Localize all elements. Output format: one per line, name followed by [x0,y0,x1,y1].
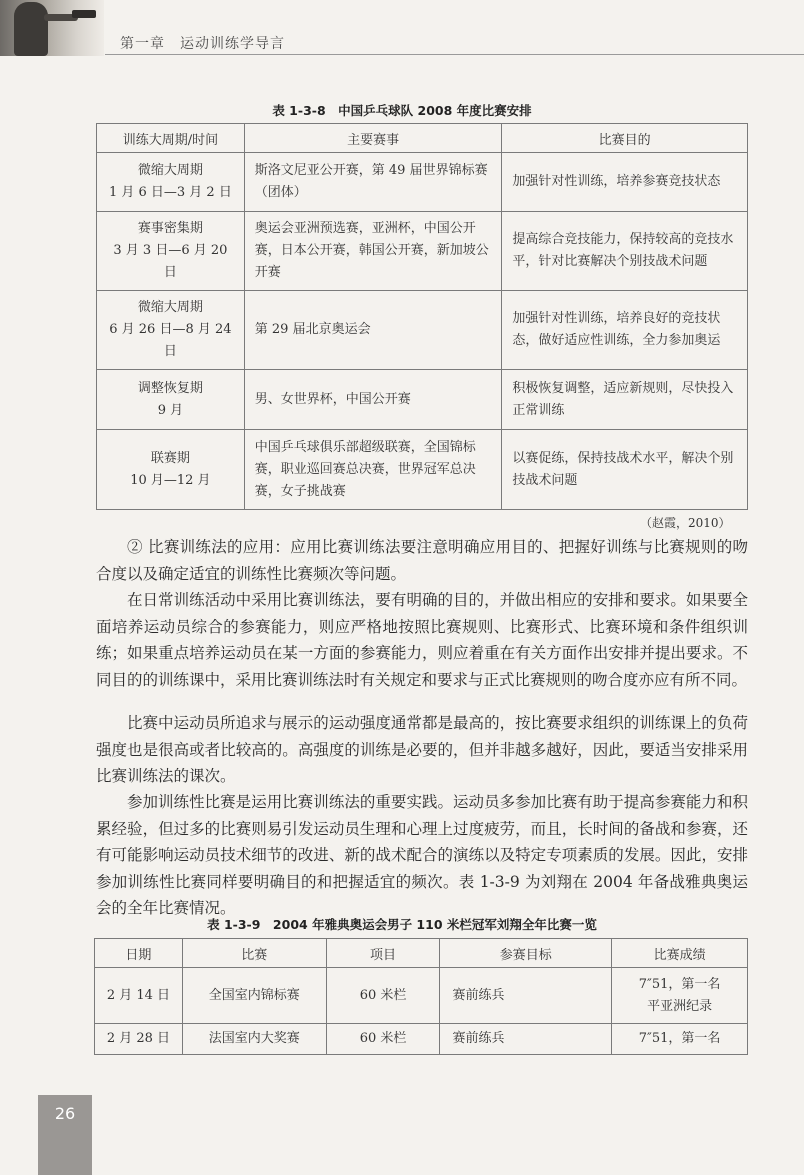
table-row [95,1024,748,1055]
table2-header-cell: 比赛成绩 [612,939,748,968]
period-cell [97,370,245,430]
table-row [95,968,748,1024]
table2-header-cell: 项目 [326,939,440,968]
event-cell: 60 米栏 [326,1024,440,1055]
page-number: 26 [54,1104,76,1123]
table2-liu-xiang-competitions [94,938,748,1055]
date-cell: 2 月 14 日 [95,968,183,1024]
competition-cell: 全国室内锦标赛 [182,968,326,1024]
table2-header-row [95,939,748,968]
table1-header-cell: 比赛目的 [502,124,748,153]
goal-cell: 赛前练兵 [440,1024,612,1055]
period-cell [97,153,245,212]
event-cell: 60 米栏 [326,968,440,1024]
purpose-cell: 以赛促练，保持技战术水平，解决个别技战术问题 [502,430,748,510]
shooter-silhouette [14,2,48,56]
period-name: 微缩大周期 [137,163,203,178]
body-paragraph: ② 比赛训练法的应用：应用比赛训练法要注意明确应用目的、把握好训练与比赛规则的吻合度以及确定适宜的训练性比赛频次等问题。 [96,538,748,583]
purpose-cell: 提高综合竞技能力，保持较高的竞技水平，针对比赛解决个别技战术问题 [502,212,748,291]
table1-caption: 表 1-3-8 中国乒乓球队 2008 年度比赛安排 [272,103,532,118]
event-cell: 斯洛文尼亚公开赛，第 49 届世界锦标赛（团体） [244,153,502,212]
goal-cell: 赛前练兵 [440,968,612,1024]
period-dates: 6 月 26 日—8 月 24 日 [109,322,232,359]
table-row [97,370,748,430]
table2-caption: 表 1-3-9 2004 年雅典奥运会男子 110 米栏冠军刘翔全年比赛一览 [207,917,597,932]
table-row [97,430,748,510]
table2-header-cell: 参赛目标 [440,939,612,968]
period-name: 调整恢复期 [137,380,203,396]
table2-header-cell: 日期 [95,939,183,968]
table1-header-cell: 主要赛事 [244,124,502,153]
result-cell [612,968,748,1024]
table1-source-citation: （赵霞，2010） [640,516,731,530]
event-cell: 奥运会亚洲预选赛，亚洲杯，中国公开赛，日本公开赛，韩国公开赛，新加坡公开赛 [244,212,502,291]
event-cell: 中国乒乓球俱乐部超级联赛，全国锦标赛，职业巡回赛总决赛，世界冠军总决赛，女子挑战赛 [244,430,502,510]
period-dates: 10 月—12 月 [130,472,211,488]
body-paragraph: 参加训练性比赛是运用比赛训练法的重要实践。运动员多参加比赛有助于提高参赛能力和积累经验，但过多的比赛则易引发运动员生理和心理上过度疲劳，而且，长时间的备战和参赛，还有可能影响运动员技术细节的改进、新的战术配合的演练以及特定专项素质的发展。因此，安排参加训练性比赛同样要明确目的和把握适宜的频次。表 1-3-9 为刘翔在 2004 年备战雅典奥运会的全年比赛情况。 [96,793,748,917]
table-row [97,212,748,291]
body-paragraph: 比赛中运动员所追求与展示的运动强度通常都是最高的，按比赛要求组织的训练课上的负荷强度也是很高或者比较高的。高强度的训练是必要的，但并非越多越好，因此，要适当安排采用比赛训练法的课次。 [96,714,748,785]
competition-cell: 法国室内大奖赛 [182,1024,326,1055]
result-time-rank: 7″51，第一名 [638,976,721,992]
body-paragraph: 在日常训练活动中采用比赛训练法，要有明确的目的，并做出相应的安排和要求。如果要全面培养运动员综合的参赛能力，则应严格地按照比赛规则、比赛形式、比赛环境和条件组织训练；如果重点培养运动员在某一方面的参赛能力，则应着重在有关方面作出安排并提出要求。不同目的的训练课中，采用比赛训练法时有关规定和要求与正式比赛规则的吻合度亦应有所不同。 [96,591,748,689]
period-dates: 3 月 3 日—6 月 20 日 [113,243,228,280]
header-photo-shooter [0,0,104,56]
pistol-icon [72,10,96,18]
period-cell [97,291,245,370]
table-row [97,153,748,212]
period-dates: 1 月 6 日—3 月 2 日 [108,185,232,200]
event-cell: 第 29 届北京奥运会 [244,291,502,370]
period-cell [97,430,245,510]
result-note: 平亚洲纪录 [647,998,713,1014]
period-name: 赛事密集期 [137,221,203,236]
purpose-cell: 加强针对性训练，培养良好的竞技状态，做好适应性训练，全力参加奥运 [502,291,748,370]
event-cell: 男、女世界杯，中国公开赛 [244,370,502,430]
table1-competition-schedule [96,123,748,510]
purpose-cell: 加强针对性训练，培养参赛竞技状态 [502,153,748,212]
table1-header-row [97,124,748,153]
period-dates: 9 月 [157,402,184,418]
period-name: 联赛期 [150,450,190,466]
table2-header-cell: 比赛 [182,939,326,968]
header-rule [105,54,804,55]
date-cell: 2 月 28 日 [95,1024,183,1055]
table1-header-cell: 训练大周期/时间 [97,124,245,153]
purpose-cell: 积极恢复调整，适应新规则，尽快投入正常训练 [502,370,748,430]
chapter-title: 第一章 运动训练学导言 [120,36,285,52]
result-cell: 7″51，第一名 [612,1024,748,1055]
table-row [97,291,748,370]
period-cell [97,212,245,291]
period-name: 微缩大周期 [137,300,203,315]
